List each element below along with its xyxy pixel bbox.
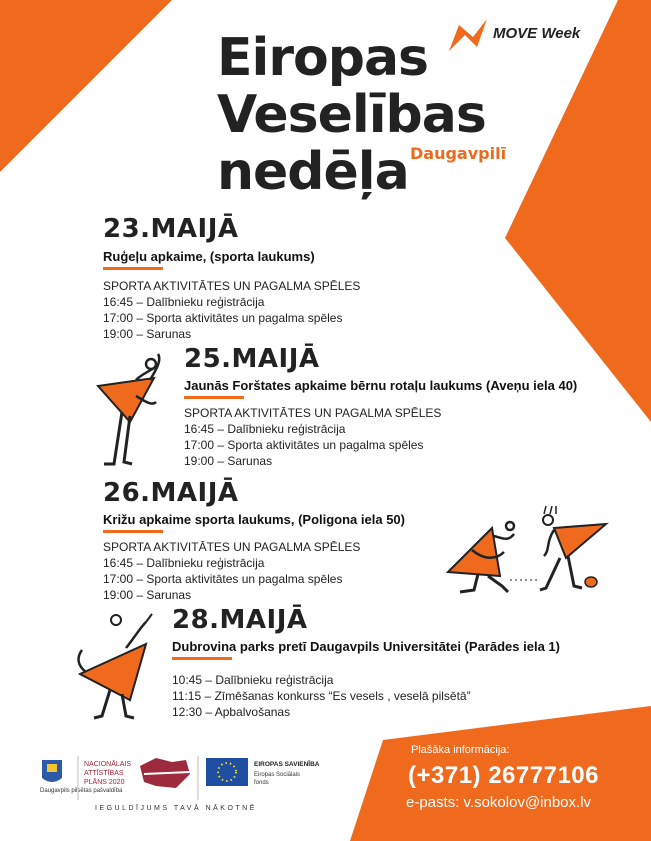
eu-social-fund-label [254,760,320,786]
event-1 [103,214,360,342]
contact-email[interactable]: e-pasts: v.sokolov@inbox.lv [406,794,592,811]
event-schedule [172,672,560,720]
schedule-heading: SPORTA AKTIVITĀTES UN PAGALMA SPĒLES [184,406,442,420]
event-schedule [184,405,577,469]
eu-flag-icon [206,758,248,786]
schedule-item: 16:45 – Dalībnieku reģistrācija [103,556,265,570]
schedule-item: 17:00 – Sporta aktivitātes un pagalma spēles [103,311,343,325]
event-location: Jaunās Forštates apkaime bērnu rotaļu laukums (Aveņu iela 40) [184,378,578,393]
schedule-item: 16:45 – Dalībnieku reģistrācija [184,422,346,436]
stretching-figure-illustration [92,350,174,470]
schedule-heading: SPORTA AKTIVITĀTES UN PAGALMA SPĒLES [103,540,361,554]
title-line-3: nedēļa [217,142,409,202]
title-line-1: Eiropas [217,28,428,88]
kicking-figure-illustration [510,506,610,598]
city-label: Daugavpilī [410,144,507,163]
page-title [217,30,486,201]
orange-underline [172,657,232,660]
brand-name: MOVE Week [493,25,581,42]
schedule-item: 12:30 – Apbalvošanas [172,705,291,719]
event-3 [103,478,405,603]
svg-text:Daugavpils pilsētas pašvaldība: Daugavpils pilsētas pašvaldība [40,788,123,794]
event-schedule [103,539,405,603]
sponsor-logos [40,752,340,812]
schedule-item: 17:00 – Sporta aktivitātes un pagalma spēles [103,572,343,586]
event-date: 23.MAIJĀ [103,214,239,244]
schedule-item: 11:15 – Zīmēšanas konkurss “Es vesels , veselā pilsētā” [172,689,471,703]
event-schedule [103,278,360,342]
investment-tagline: IEGULDĪJUMS TAVĀ NĀKOTNĒ [95,805,257,812]
event-location: Ruģeļu apkaime, (sporta laukums) [103,249,315,264]
event-location: Dubrovina parks pretī Daugavpils Universitātei (Parādes iela 1) [172,639,560,654]
schedule-item: 19:00 – Sarunas [103,588,192,602]
event-4 [172,605,560,720]
contact-label: Plašāka informācija: [411,744,510,756]
svg-text:PLĀNS 2020: PLĀNS 2020 [84,779,125,786]
svg-text:NACIONĀLAIS: NACIONĀLAIS [84,761,132,768]
title-line-2: Veselības [217,85,486,145]
svg-text:ATTĪSTĪBAS: ATTĪSTĪBAS [84,770,124,777]
svg-text:fonds: fonds [254,780,269,786]
event-2 [184,344,577,469]
event-date: 25.MAIJĀ [184,344,320,374]
top-left-orange-shape [0,0,172,172]
contact-phone[interactable]: (+371) 26777106 [408,762,599,789]
schedule-item: 10:45 – Dalībnieku reģistrācija [172,673,334,687]
event-date: 28.MAIJĀ [172,605,308,635]
schedule-heading: SPORTA AKTIVITĀTES UN PAGALMA SPĒLES [103,279,361,293]
schedule-item: 16:45 – Dalībnieku reģistrācija [103,295,265,309]
latvia-map-icon [140,758,190,788]
event-date: 26.MAIJĀ [103,478,239,508]
orange-underline [103,530,163,533]
schedule-item: 17:00 – Sporta aktivitātes un pagalma spēles [184,438,424,452]
svg-text:Eiropas Sociālais: Eiropas Sociālais [254,772,301,778]
orange-underline [103,267,163,270]
schedule-item: 19:00 – Sarunas [184,454,273,468]
drawing-figure-illustration [74,608,162,720]
event-location: Križu apkaime sporta laukums, (Poligona iela 50) [103,512,405,527]
nap-2020-logo [84,760,131,786]
svg-text:EIROPAS SAVIENĪBA: EIROPAS SAVIENĪBA [254,761,320,768]
orange-underline [184,396,244,399]
schedule-item: 19:00 – Sarunas [103,327,192,341]
